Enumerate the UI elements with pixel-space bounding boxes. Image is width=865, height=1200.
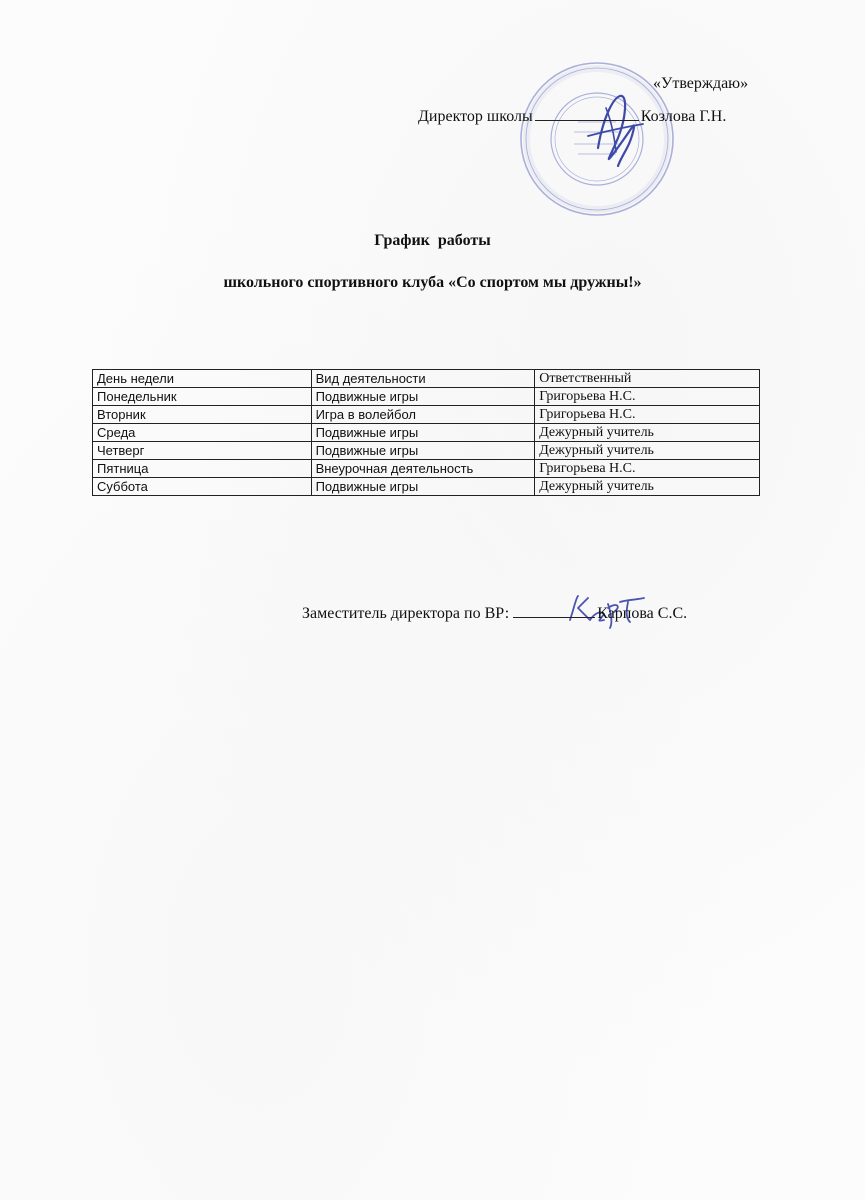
deputy-name: Карпова С.С. (597, 605, 688, 622)
header-day: День недели (93, 370, 312, 388)
cell-activity: Внеурочная деятельность (311, 460, 535, 478)
table-header-row (93, 370, 760, 388)
approval-heading: «Утверждаю» (653, 75, 749, 92)
cell-day: Понедельник (93, 388, 312, 406)
cell-activity: Подвижные игры (311, 442, 535, 460)
cell-responsible: Дежурный учитель (535, 424, 760, 442)
table-row (93, 460, 760, 478)
cell-day: Среда (93, 424, 312, 442)
document-title (0, 232, 865, 250)
cell-day: Пятница (93, 460, 312, 478)
cell-activity: Подвижные игры (311, 388, 535, 406)
director-signature (558, 88, 668, 178)
header-activity: Вид деятельности (311, 370, 535, 388)
director-label: Директор школы (418, 108, 533, 125)
cell-activity: Подвижные игры (311, 424, 535, 442)
cell-responsible: Григорьева Н.С. (535, 460, 760, 478)
table-row (93, 478, 760, 496)
schedule-table (92, 369, 760, 496)
table-row (93, 424, 760, 442)
director-signature-line (418, 106, 726, 126)
cell-activity: Игра в волейбол (311, 406, 535, 424)
deputy-signature-underline (513, 603, 595, 618)
table-row (93, 388, 760, 406)
cell-responsible: Дежурный учитель (535, 478, 760, 496)
deputy-label: Заместитель директора по ВР: (302, 605, 510, 622)
title-line-1: График работы (374, 232, 491, 249)
cell-responsible: Дежурный учитель (535, 442, 760, 460)
header-responsible: Ответственный (535, 370, 760, 388)
cell-day: Четверг (93, 442, 312, 460)
deputy-signature-line (302, 603, 687, 623)
table-row (93, 442, 760, 460)
director-name: Козлова Г.Н. (640, 108, 727, 125)
document-subtitle: школьного спортивного клуба «Со спортом мы дружны!» (223, 274, 642, 291)
cell-responsible: Григорьева Н.С. (535, 406, 760, 424)
cell-activity: Подвижные игры (311, 478, 535, 496)
cell-day: Суббота (93, 478, 312, 496)
cell-responsible: Григорьева Н.С. (535, 388, 760, 406)
director-signature-underline (535, 106, 639, 121)
cell-day: Вторник (93, 406, 312, 424)
table-row (93, 406, 760, 424)
